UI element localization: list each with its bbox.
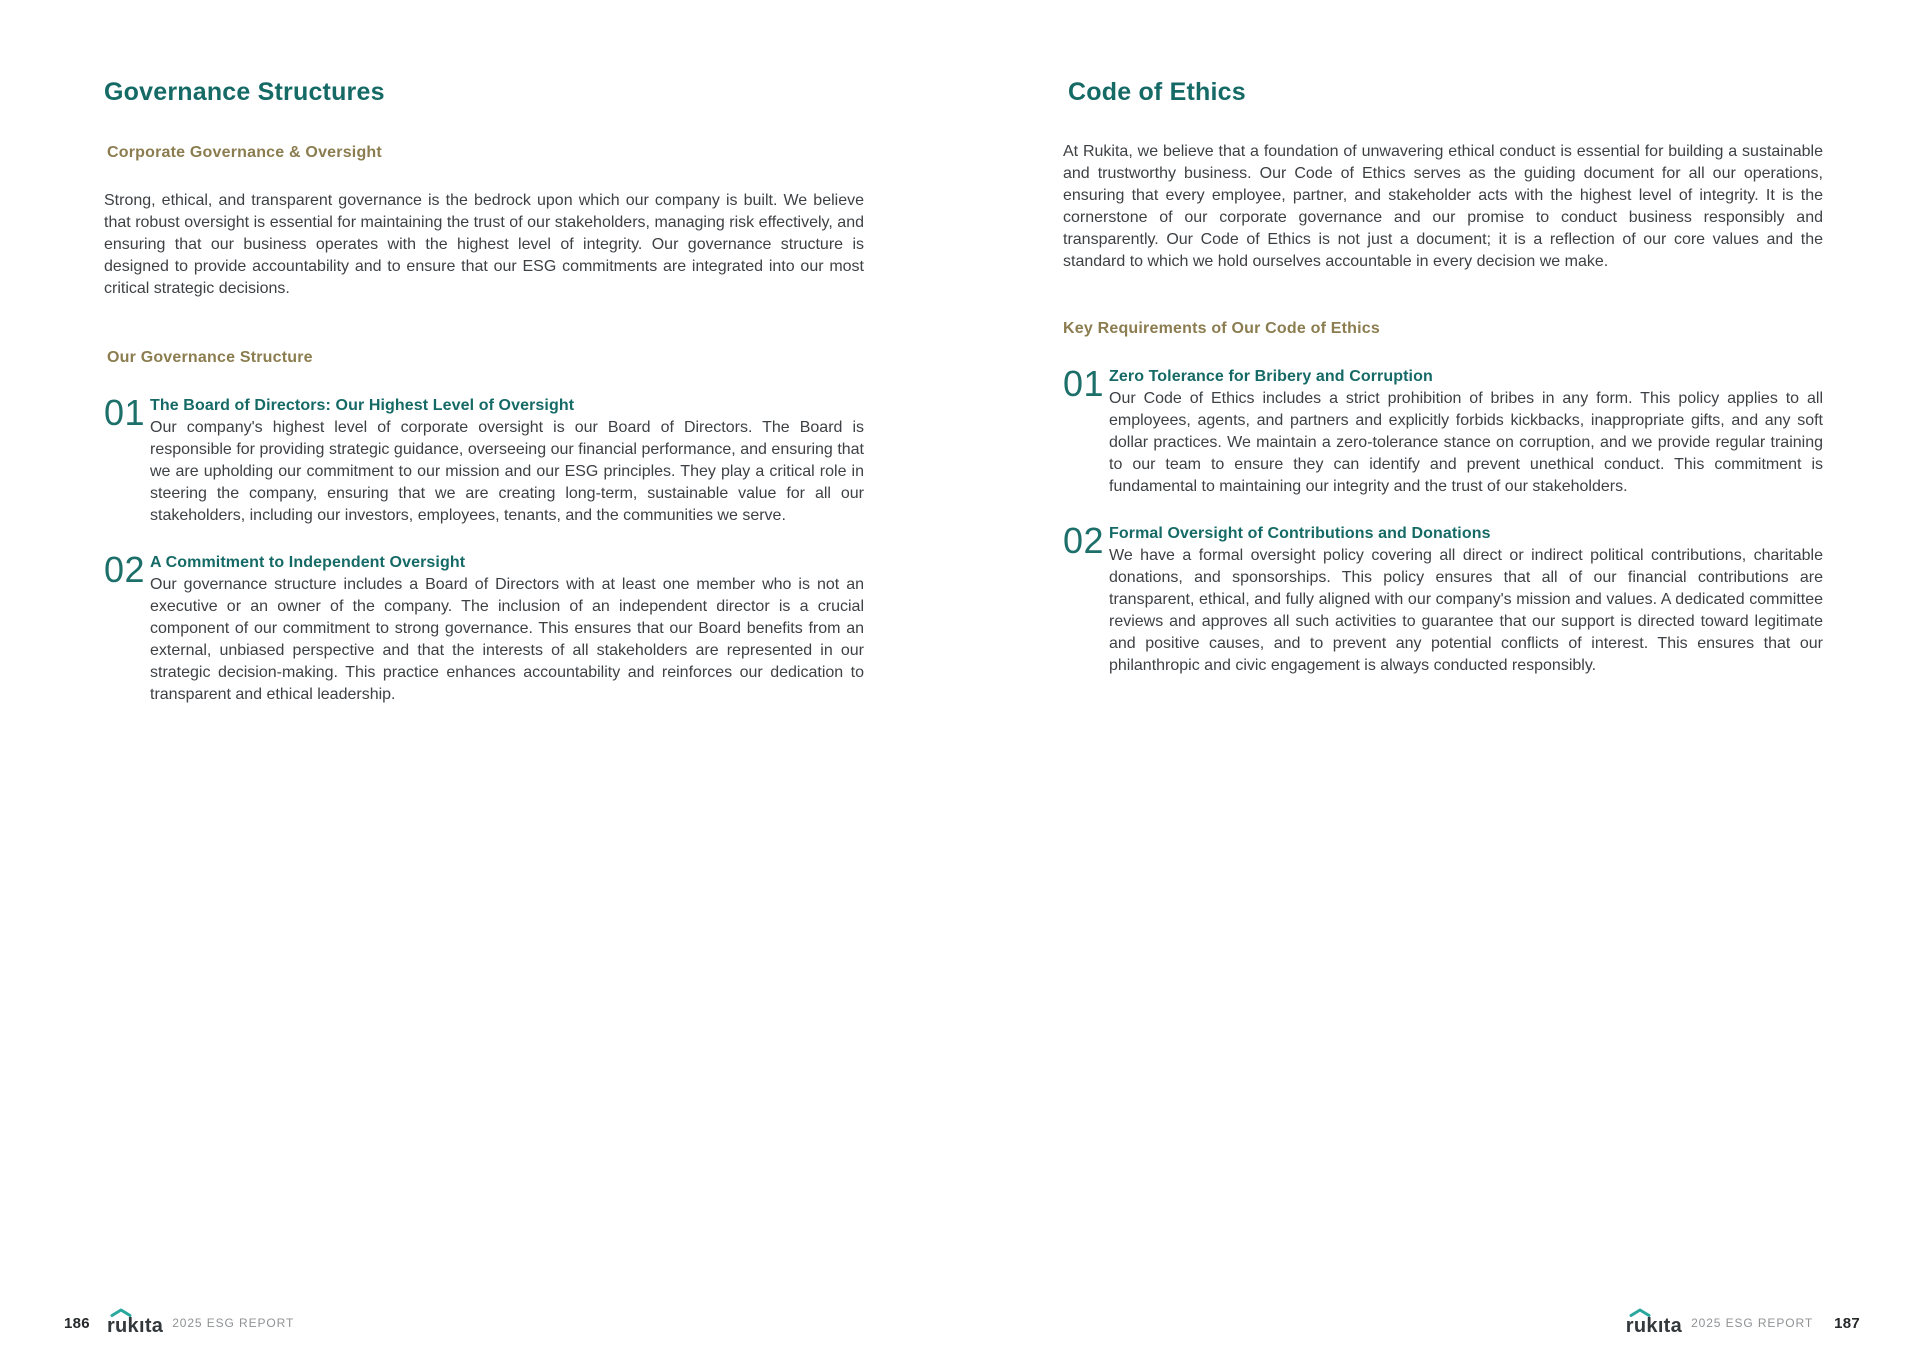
list-item <box>1063 519 1823 677</box>
report-label: 2025 ESG REPORT <box>172 1316 295 1330</box>
rukita-logo <box>1626 1310 1682 1336</box>
roof-caret-icon <box>1629 1308 1651 1317</box>
list-item <box>104 548 864 706</box>
page-number: 187 <box>1834 1314 1860 1332</box>
item-number: 01 <box>1063 362 1105 404</box>
item-body: Our governance structure includes a Board of Directors with at least one member who is not an executive or an owner of the company. The inclusion of an independent director is a crucial component of our commitment to strong governance. This ensures that our Board benefits from an external, unbiased perspective and that the interests of all stakeholders are represented in our strategic decision-making. This practice enhances accountability and reinforces our dedication to transparent and ethical leadership. <box>150 575 864 703</box>
page-title: Governance Structures <box>104 78 385 106</box>
page-governance-structures <box>104 0 864 706</box>
item-heading: A Commitment to Independent Oversight <box>150 553 466 571</box>
list-label: Our Governance Structure <box>107 348 313 366</box>
section-label: Corporate Governance & Oversight <box>107 143 382 161</box>
rukita-logo <box>107 1310 163 1336</box>
item-body: Our company's highest level of corporate oversight is our Board of Directors. The Board is responsible for providing strategic guidance, overseeing our financial performance, and ensuring that we are upholding our commitment to our mission and our ESG principles. They play a critical role in steering the company, ensuring that we are creating long-term, sustainable value for all our stakeholders, including our investors, employees, tenants, and the communities we serve. <box>150 418 864 524</box>
list-item <box>1063 362 1823 498</box>
list-item <box>104 391 864 527</box>
item-content <box>1109 366 1823 498</box>
item-content <box>150 552 864 706</box>
page-title: Code of Ethics <box>1068 78 1246 106</box>
item-body: Our Code of Ethics includes a strict prohibition of bribes in any form. This policy applies to all employees, agents, and partners and explicitly forbids kickbacks, inappropriate gifts, and any soft dollar practices. We maintain a zero-tolerance stance on corruption, and we provide regular training to our team to ensure they can identify and prevent unethical conduct. This commitment is fundamental to maintaining our integrity and the trust of our stakeholders. <box>1109 389 1823 495</box>
page-number: 186 <box>64 1314 90 1332</box>
page-code-of-ethics <box>1063 0 1823 677</box>
item-heading: Formal Oversight of Contributions and Donations <box>1109 524 1491 542</box>
item-number: 02 <box>104 548 146 590</box>
intro-paragraph: At Rukita, we believe that a foundation of unwavering ethical conduct is essential for building a sustainable and trustworthy business. Our Code of Ethics serves as the guiding document for all our operations, ensuring that every employee, partner, and stakeholder acts with the highest level of integrity. It is the cornerstone of our corporate governance and our promise to conduct business responsibly and transparently. Our Code of Ethics is not just a document; it is a reflection of our core values and the standard to which we hold ourselves accountable in every decision we make. <box>1063 142 1823 270</box>
item-body: We have a formal oversight policy covering all direct or indirect political contributions, charitable donations, and sponsorships. This policy ensures that all of our financial contributions are transparent, ethical, and fully aligned with our company's mission and values. A dedicated committee reviews and approves all such activities to guarantee that our support is directed toward legitimate and positive causes, and to prevent any potential conflicts of interest. This ensures that our philanthropic and civic engagement is always conducted responsibly. <box>1109 546 1823 674</box>
item-content <box>1109 523 1823 677</box>
item-number: 01 <box>104 391 146 433</box>
item-heading: Zero Tolerance for Bribery and Corruption <box>1109 367 1433 385</box>
footer-left <box>64 1308 294 1338</box>
footer-right <box>1626 1308 1860 1338</box>
item-content <box>150 395 864 527</box>
logo-wordmark: rukıta <box>1625 1315 1683 1337</box>
logo-wordmark: rukıta <box>106 1315 164 1337</box>
roof-caret-icon <box>110 1308 132 1317</box>
report-label: 2025 ESG REPORT <box>1691 1316 1814 1330</box>
list-label: Key Requirements of Our Code of Ethics <box>1063 319 1380 337</box>
item-number: 02 <box>1063 519 1105 561</box>
intro-paragraph: Strong, ethical, and transparent governance is the bedrock upon which our company is built. We believe that robust oversight is essential for maintaining the trust of our stakeholders, managing risk effectively, and ensuring that our business operates with the highest level of integrity. Our governance structure is designed to provide accountability and to ensure that our ESG commitments are integrated into our most critical strategic decisions. <box>104 191 864 297</box>
item-heading: The Board of Directors: Our Highest Level of Oversight <box>150 396 575 414</box>
